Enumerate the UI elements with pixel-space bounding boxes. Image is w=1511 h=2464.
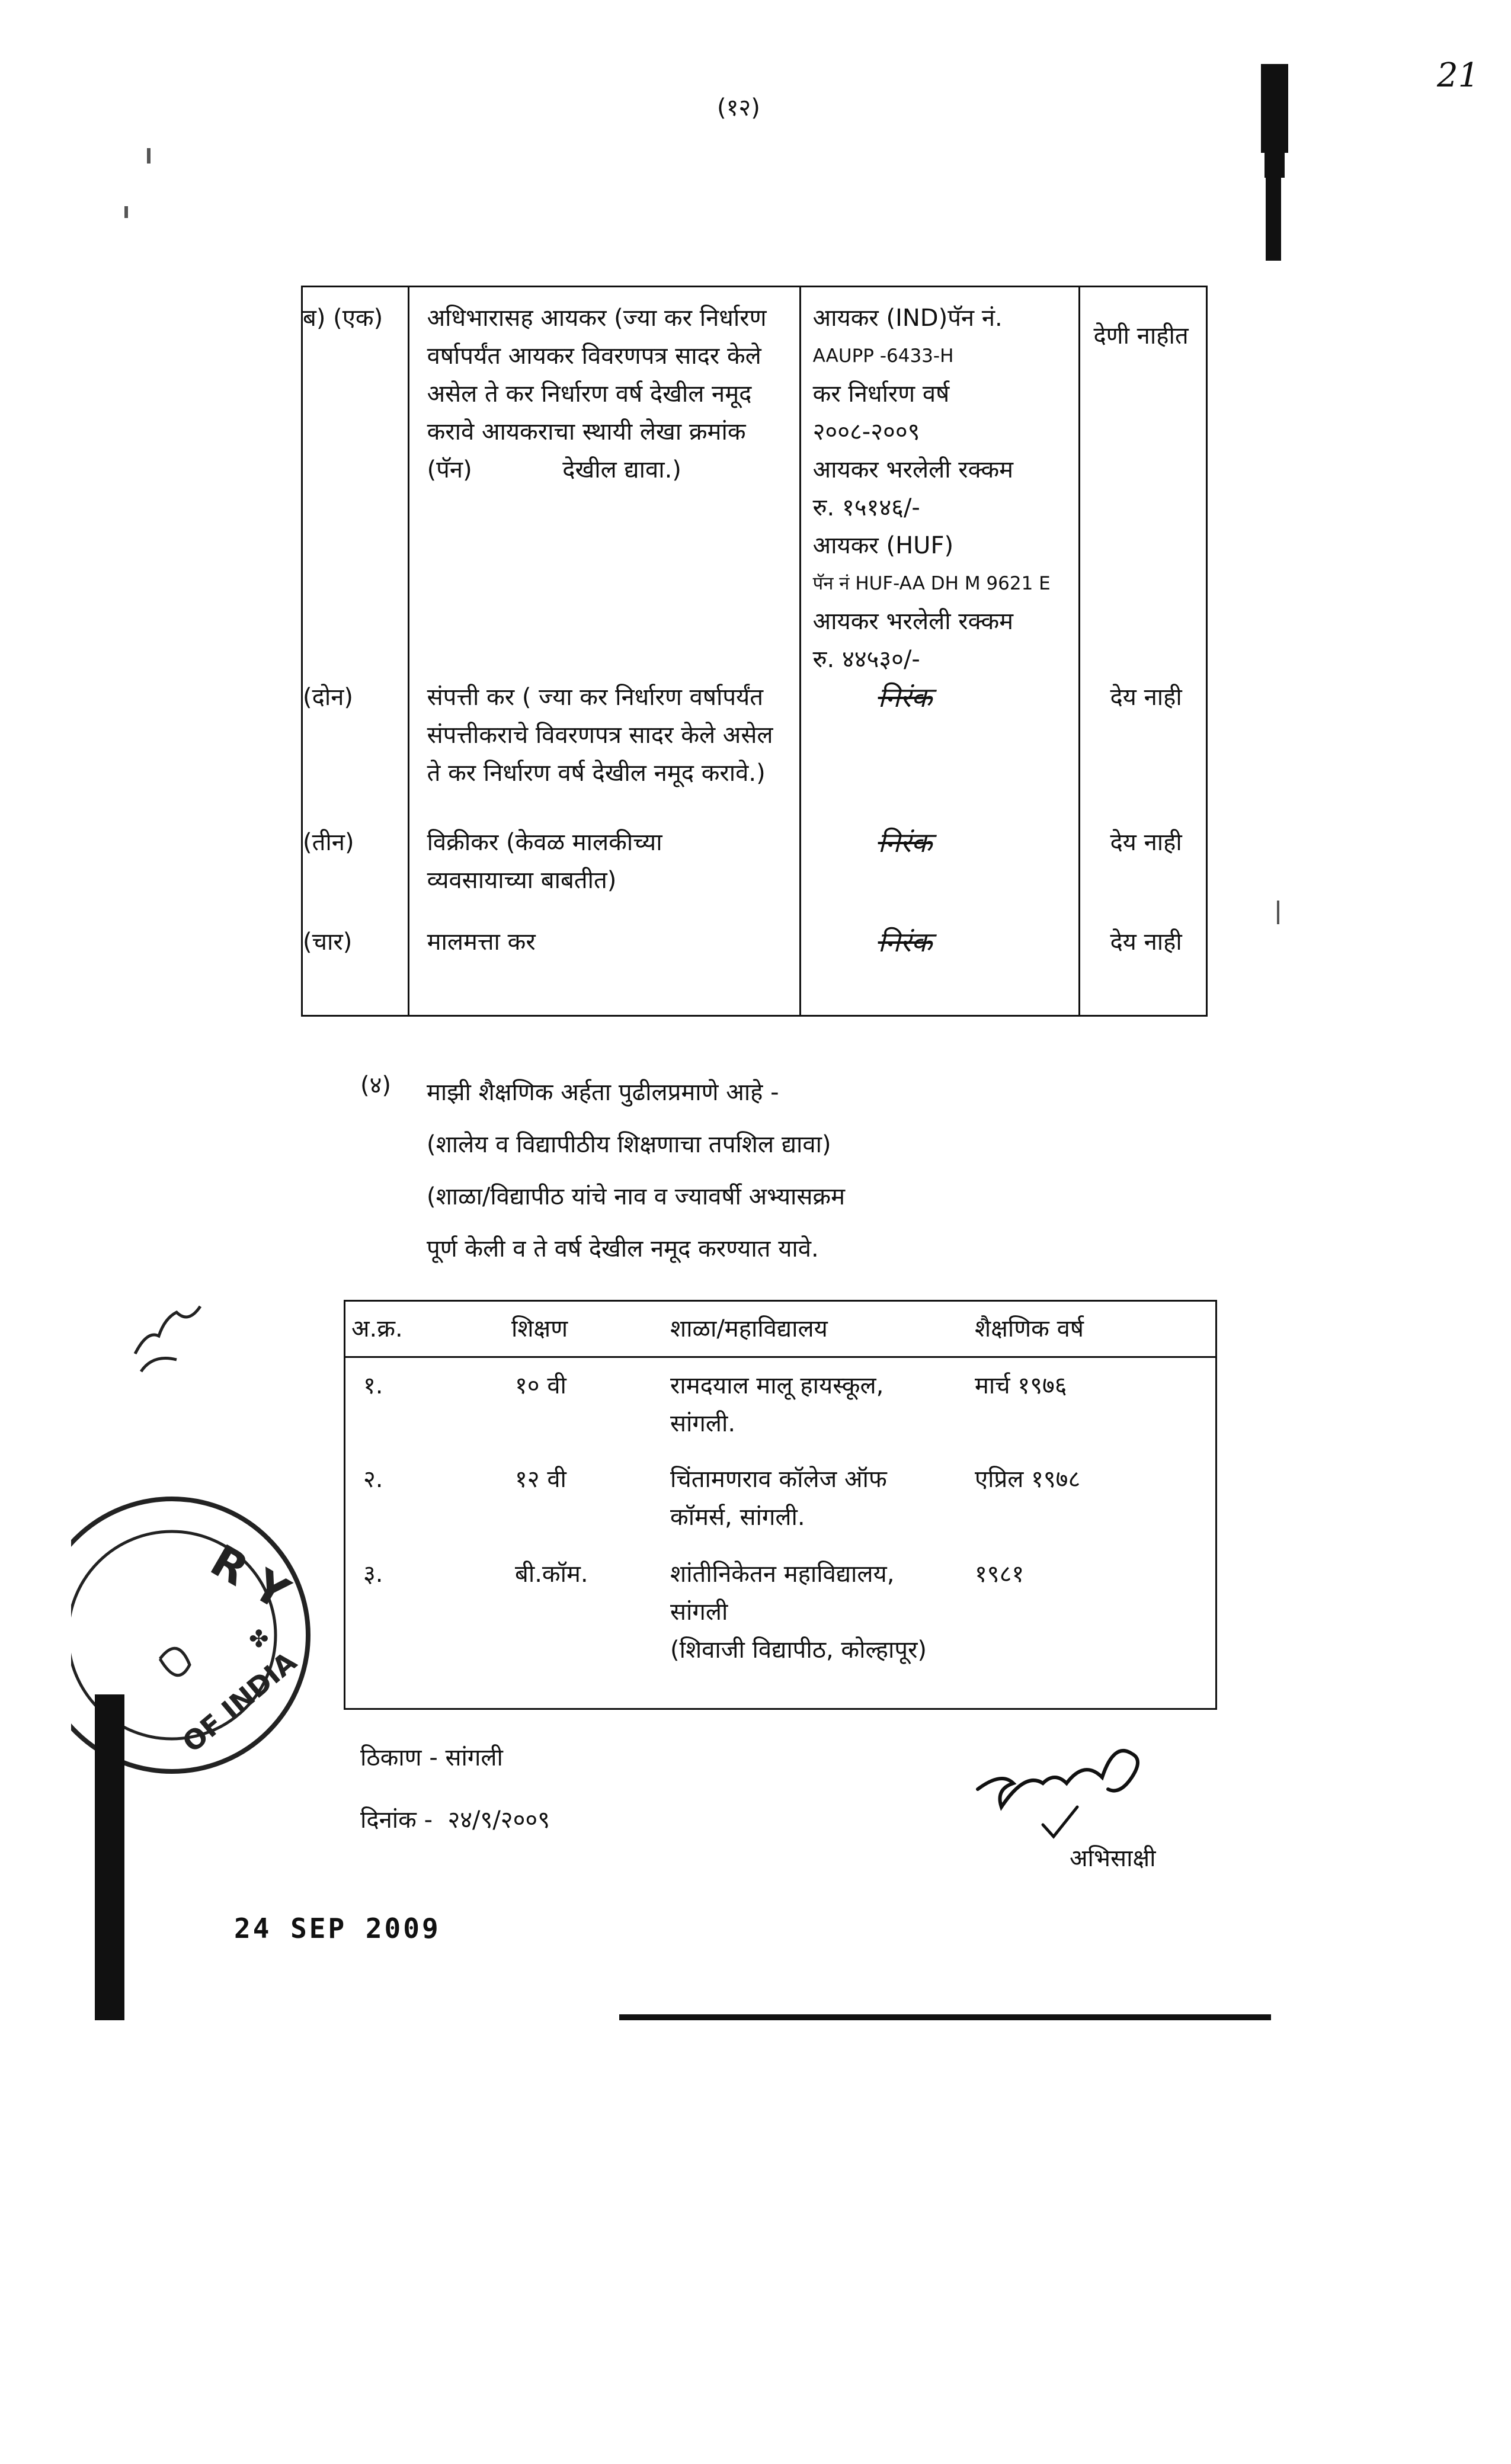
handwritten-nil: निरंक (878, 681, 933, 713)
signature (972, 1736, 1197, 1854)
education-intro-line: पूर्ण केली व ते वर्ष देखील नमूद करण्यात यावे. (427, 1235, 819, 1263)
svg-text:R Y: R Y (202, 1535, 298, 1620)
header-year: शैक्षणिक वर्ष (975, 1315, 1084, 1342)
corner-page-number: 21 (1437, 56, 1480, 95)
header-institution: शाळा/महाविद्यालय (670, 1315, 828, 1342)
binding-mark-middle (1264, 153, 1285, 178)
place-line: ठिकाण - सांगली (360, 1744, 503, 1771)
scan-mark-left-2 (124, 206, 128, 218)
tax-detail-line: आयकर (IND)पॅन नं. (812, 305, 1003, 332)
tax-row-description-line: करावे आयकराचा स्थायी लेखा क्रमांक (427, 418, 746, 446)
row-institution-line: सांगली (670, 1598, 728, 1626)
tax-row-description-line: संपत्ती कर ( ज्या कर निर्धारण वर्षापर्यंत (427, 684, 764, 711)
handwritten-nil: निरंक (878, 926, 933, 958)
tax-row-status: देणी नाहीत (1093, 322, 1189, 350)
tax-detail-line: आयकर भरलेली रक्कम (812, 608, 1014, 635)
tax-table (301, 286, 1208, 1017)
education-table-header (345, 1302, 1215, 1358)
svg-text:✤: ✤ (249, 1626, 269, 1653)
education-table (344, 1300, 1217, 1710)
row-year: मार्च १९७६ (975, 1372, 1067, 1399)
tax-row-property (302, 923, 1207, 1016)
tax-row-description-line: व्यवसायाच्या बाबतीत) (427, 867, 617, 894)
tax-row-description-line: विक्रीकर (केवळ मालकीच्या (427, 829, 662, 856)
scan-mark (1277, 901, 1279, 924)
row-institution (670, 1555, 927, 1669)
signer-label: अभिसाक्षी (1070, 1845, 1156, 1872)
row-institution-line: रामदयाल मालू हायस्कूल, (670, 1372, 884, 1399)
tax-row-status: देय नाही (1110, 684, 1182, 711)
tax-detail-pan: AAUPP -6433-H (812, 345, 954, 367)
svg-text:OF INDIA: OF INDIA (176, 1645, 303, 1759)
tax-row-label: (दोन) (303, 684, 354, 711)
binding-bar (95, 1694, 124, 2020)
row-sr: ३. (363, 1561, 383, 1588)
section-number: (४) (360, 1072, 392, 1099)
row-institution (670, 1367, 883, 1443)
tax-row-sales (302, 824, 1207, 923)
row-sr: १. (363, 1372, 383, 1399)
tax-row-description-line: संपत्तीकराचे विवरणपत्र सादर केले असेल (427, 722, 773, 749)
tax-detail-amount: रु. १५१४६/- (812, 494, 920, 521)
tax-row-status: देय नाही (1110, 928, 1182, 956)
row-institution-line: चिंतामणराव कॉलेज ऑफ (670, 1466, 887, 1493)
date-stamp: 24 SEP 2009 (234, 1912, 441, 1944)
education-intro-line: माझी शैक्षणिक अर्हता पुढीलप्रमाणे आहे - (427, 1079, 779, 1106)
tax-detail-line: आयकर (HUF) (812, 532, 954, 559)
row-institution (670, 1460, 887, 1536)
row-course: बी.कॉम. (515, 1561, 588, 1588)
handwritten-mark (129, 1300, 206, 1377)
header-sr: अ.क्र. (351, 1315, 403, 1342)
tax-row-description-line: असेल ते कर निर्धारण वर्ष देखील नमूद (427, 380, 752, 408)
tax-row-description-line: अधिभारासह आयकर (ज्या कर निर्धारण (427, 305, 767, 332)
tax-row-status: देय नाही (1110, 829, 1182, 856)
page-number: (१२) (717, 94, 760, 121)
tax-detail-amount: रु. ४४५३०/- (812, 646, 920, 673)
tax-row-description-line: वर्षापर्यंत आयकर विवरणपत्र सादर केले (427, 342, 761, 370)
binding-mark-lower (1266, 178, 1281, 261)
tax-row-income (302, 287, 1207, 679)
row-sr: २. (363, 1466, 383, 1493)
education-intro-line: (शालेय व विद्यापीठीय शिक्षणाचा तपशिल द्यावा) (427, 1131, 831, 1158)
tax-row-description-line: (पॅन) देखील द्यावा.) (427, 456, 681, 483)
handwritten-nil: निरंक (878, 826, 933, 858)
row-year: १९८१ (975, 1561, 1025, 1588)
row-institution-line: शांतीनिकेतन महाविद्यालय, (670, 1561, 895, 1588)
tax-row-description-line: ते कर निर्धारण वर्ष देखील नमूद करावे.) (427, 760, 766, 787)
row-course: १० वी (515, 1372, 566, 1399)
header-course: शिक्षण (511, 1315, 568, 1342)
tax-row-description-line: मालमत्ता कर (427, 928, 536, 956)
tax-detail-pan: पॅन नं HUF-AA DH M 9621 E (812, 573, 1051, 594)
date-line: दिनांक - २४/९/२००९ (360, 1806, 550, 1834)
tax-row-wealth (302, 678, 1207, 824)
tax-row-label: (तीन) (303, 829, 354, 856)
binding-mark-top (1261, 64, 1288, 153)
education-intro (427, 1066, 845, 1275)
row-institution-line: (शिवाजी विद्यापीठ, कोल्हापूर) (670, 1636, 927, 1664)
row-course: १२ वी (515, 1466, 566, 1493)
scan-mark-left (147, 148, 151, 164)
tax-detail-line: कर निर्धारण वर्ष (812, 380, 950, 408)
tax-row-label: ब) (एक) (303, 305, 383, 332)
tax-detail-line: २००८-२००९ (812, 418, 920, 446)
tax-detail-line: आयकर भरलेली रक्कम (812, 456, 1014, 483)
bottom-rule (619, 2014, 1271, 2020)
row-institution-line: सांगली. (670, 1410, 736, 1437)
education-intro-line: (शाळा/विद्यापीठ यांचे नाव व ज्यावर्षी अभ्यासक्रम (427, 1183, 846, 1210)
row-institution-line: कॉमर्स, सांगली. (670, 1504, 805, 1531)
row-year: एप्रिल १९७८ (975, 1466, 1081, 1493)
tax-row-label: (चार) (303, 928, 353, 956)
